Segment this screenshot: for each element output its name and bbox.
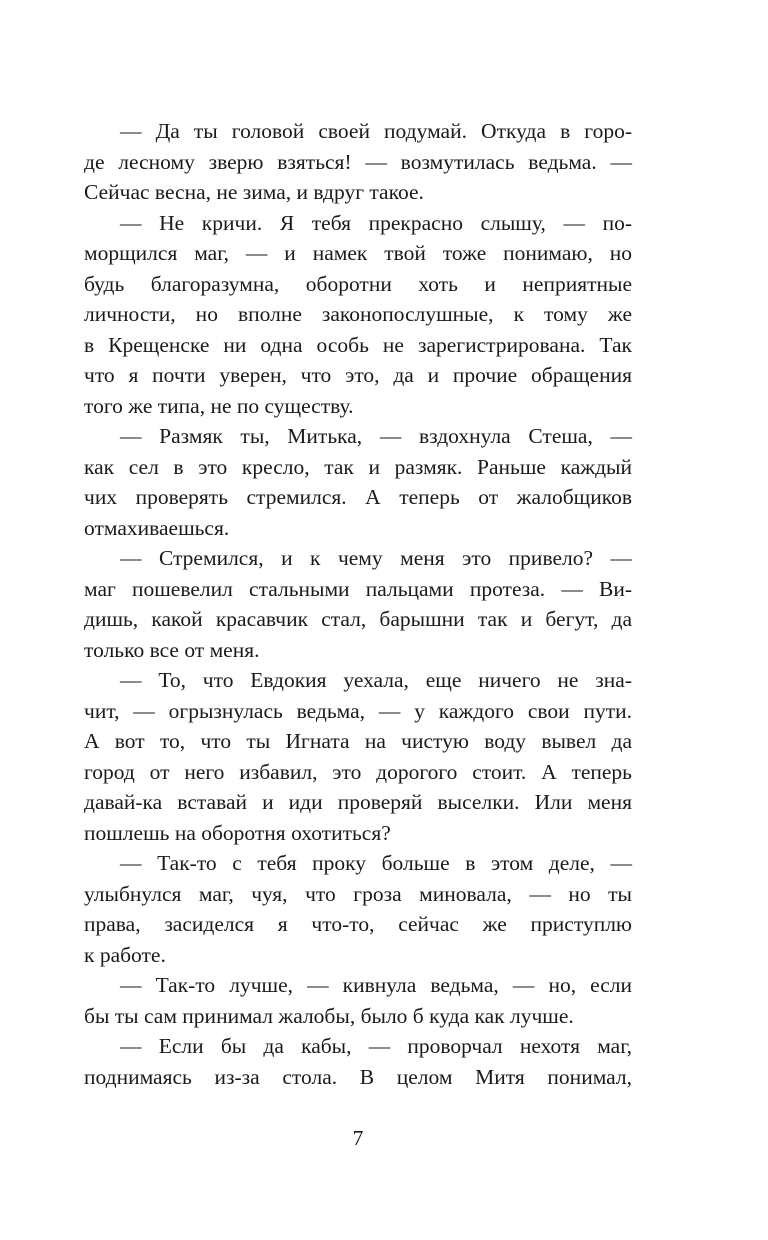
- text-line: что я почти уверен, что это, да и прочие обращения: [84, 363, 632, 387]
- text-line: бы ты сам принимал жалобы, было б куда как лучше.: [84, 1003, 574, 1028]
- text-line: маг пошевелил стальными пальцами протеза. — Ви-: [84, 576, 632, 601]
- text-line: в Крещенске ни одна особь не зарегистрирована. Так: [84, 332, 632, 357]
- paragraph: [84, 208, 632, 422]
- text-line: дишь, какой красавчик стал, барышни так и бегут, да: [84, 607, 632, 631]
- text-line: — Размяк ты, Митька, — вздохнула Стеша, —: [120, 424, 632, 448]
- text-line: того же типа, не по существу.: [84, 393, 354, 418]
- text-line: город от него избавил, это дорогого стоит. А теперь: [84, 759, 632, 784]
- text-line: морщился маг, — и намек твой тоже понимаю, но: [84, 241, 632, 265]
- paragraph: [84, 665, 632, 848]
- text-line: пошлешь на оборотня охотиться?: [84, 820, 391, 845]
- text-line: — Так-то лучше, — кивнула ведьма, — но, если: [120, 973, 632, 997]
- text-line: — Если бы да кабы, — проворчал нехотя маг,: [120, 1034, 632, 1058]
- paragraph: [84, 543, 632, 665]
- paragraph: [84, 116, 632, 208]
- page-number: 7: [352, 1126, 364, 1150]
- paragraph: [84, 421, 632, 543]
- text-line: чит, — огрызнулась ведьма, — у каждого свои пути.: [84, 698, 632, 723]
- text-line: — Да ты головой своей подумай. Откуда в горо-: [120, 119, 632, 143]
- text-line: А вот то, что ты Игната на чистую воду вывел да: [84, 729, 632, 753]
- text-line: чих проверять стремился. А теперь от жалобщиков: [84, 485, 632, 509]
- text-line: поднимаясь из-за стола. В целом Митя понимал,: [84, 1064, 632, 1089]
- text-line: де лесному зверю взяться! — возмутилась ведьма. —: [84, 149, 632, 174]
- body-text: [84, 116, 632, 1092]
- text-line: улыбнулся маг, чуя, что гроза миновала, — но ты: [84, 881, 632, 906]
- paragraph: [84, 848, 632, 970]
- text-line: права, засиделся я что-то, сейчас же приступлю: [84, 912, 632, 936]
- text-line: Сейчас весна, не зима, и вдруг такое.: [84, 180, 424, 204]
- text-line: к работе.: [84, 942, 166, 967]
- text-line: отмахиваешься.: [84, 515, 230, 540]
- paragraph: [84, 1031, 632, 1092]
- text-line: — Так-то с тебя проку больше в этом деле, —: [120, 851, 632, 875]
- paragraph: [84, 970, 632, 1031]
- text-line: только все от меня.: [84, 637, 260, 662]
- text-line: как сел в это кресло, так и размяк. Раньше каждый: [84, 454, 632, 479]
- text-line: личности, но вполне законопослушные, к тому же: [84, 302, 632, 326]
- text-line: — Стремился, и к чему меня это привело? —: [120, 546, 632, 570]
- text-line: — Не кричи. Я тебя прекрасно слышу, — по-: [120, 210, 632, 235]
- text-line: будь благоразумна, оборотни хоть и неприятные: [84, 271, 632, 296]
- text-line: — То, что Евдокия уехала, еще ничего не зна-: [120, 668, 632, 692]
- text-line: давай-ка вставай и иди проверяй выселки. Или меня: [84, 790, 632, 814]
